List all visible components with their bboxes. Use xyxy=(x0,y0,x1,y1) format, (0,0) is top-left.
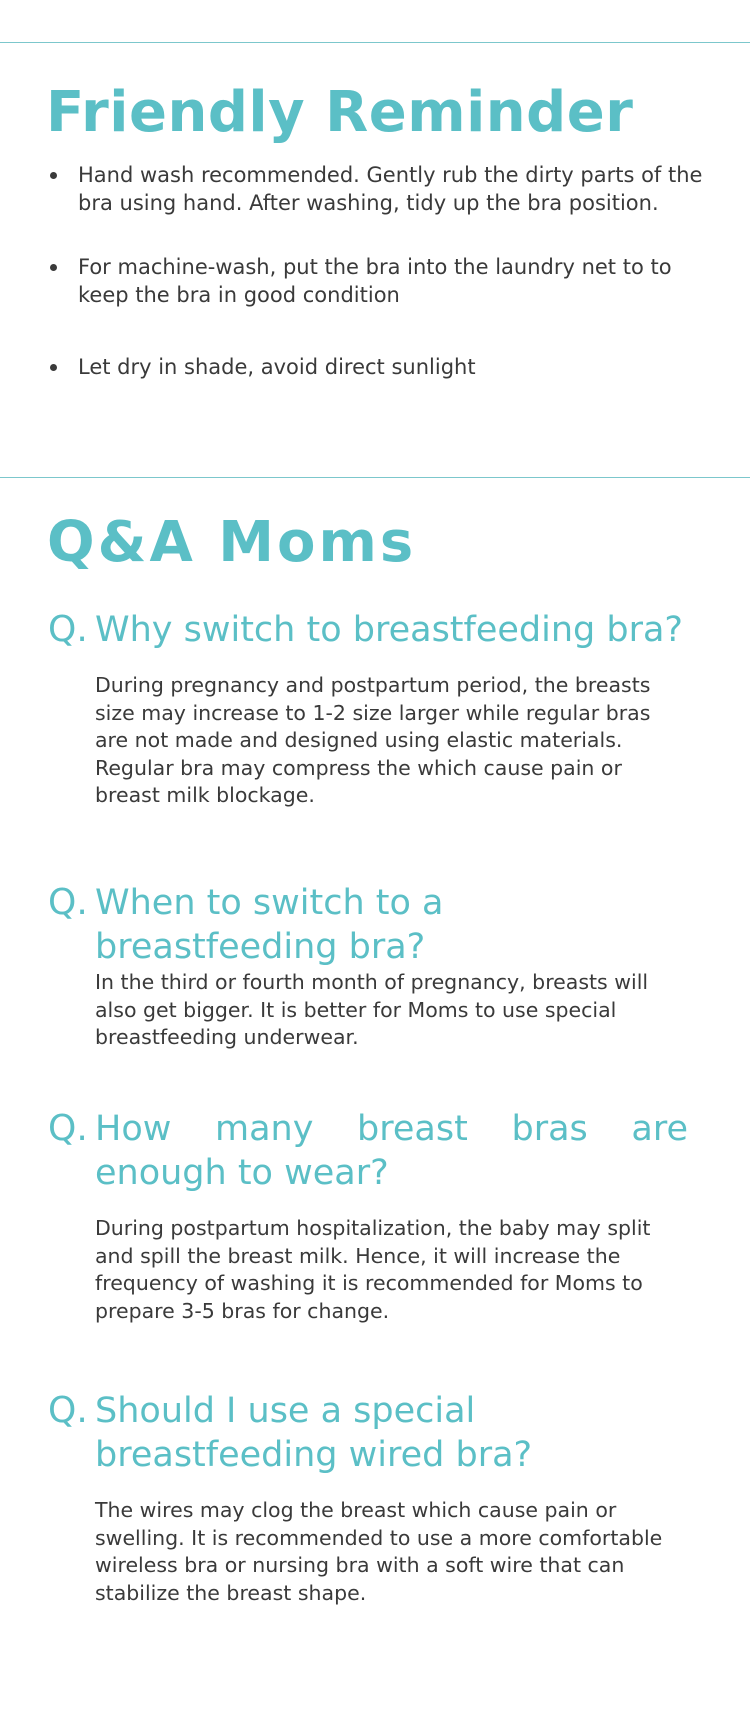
care-instruction-item xyxy=(48,253,708,309)
bullet-icon xyxy=(50,364,57,371)
bullet-icon xyxy=(50,172,57,179)
qa-item xyxy=(48,1389,688,1607)
answer-text: The wires may clog the breast which cause pain or swelling. It is recommended to use a more comfortable wireless bra or nursing bra with a soft wire that can stabilize the breast shape. xyxy=(95,1498,663,1605)
answer-text: During postpartum hospitalization, the baby may split and spill the breast milk. Hence, it will increase the frequency of washing it is recommended for Moms to prepare 3-5 bras for change. xyxy=(95,1216,651,1323)
question-mark-icon: Q. xyxy=(48,1108,88,1149)
bullet-icon xyxy=(50,264,57,271)
question-mark-icon: Q. xyxy=(48,609,88,650)
question-text: Why switch to breastfeeding bra? xyxy=(95,610,684,650)
question-mark-icon: Q. xyxy=(48,882,88,923)
care-instruction-text: Let dry in shade, avoid direct sunlight xyxy=(78,355,476,379)
qa-moms-title: Q&A Moms xyxy=(47,510,417,575)
question-text: Should I use a special breastfeeding wired bra? xyxy=(95,1391,533,1475)
answer-text: During pregnancy and postpartum period, the breasts size may increase to 1-2 size larger while regular bras are not made and designed using elastic materials. Regular bra may compress the which cause pain or breast milk blockage. xyxy=(95,673,651,807)
care-instruction-text: For machine-wash, put the bra into the laundry net to to keep the bra in good condition xyxy=(78,255,672,307)
top-divider xyxy=(0,42,750,43)
care-instruction-item xyxy=(48,161,708,217)
friendly-reminder-title: Friendly Reminder xyxy=(46,80,634,145)
care-instruction-text: Hand wash recommended. Gently rub the dirty parts of the bra using hand. After washing, tidy up the bra position. xyxy=(78,163,703,215)
care-instruction-item xyxy=(48,353,708,381)
answer-text: In the third or fourth month of pregnancy, breasts will also get bigger. It is better for Moms to use special breastfeeding underwear. xyxy=(95,970,649,1049)
qa-item xyxy=(48,881,688,1052)
section-divider xyxy=(0,477,750,478)
qa-item xyxy=(48,1107,688,1325)
qa-item xyxy=(48,608,688,810)
question-text: How many breast bras are enough to wear? xyxy=(95,1109,688,1193)
question-text: When to switch to a breastfeeding bra? xyxy=(95,883,444,967)
care-instructions-list xyxy=(48,161,708,381)
question-mark-icon: Q. xyxy=(48,1390,88,1431)
